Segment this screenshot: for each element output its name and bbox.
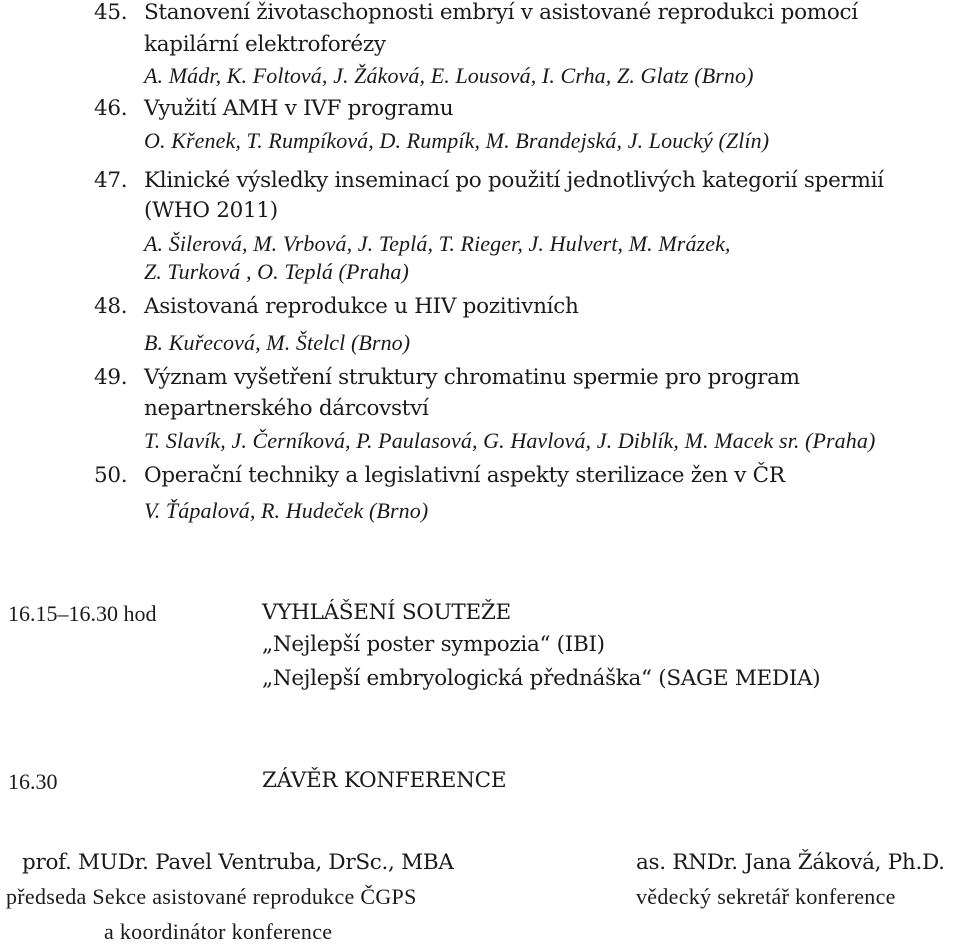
signatory-right-name: as. RNDr. Jana Žáková, Ph.D.	[636, 850, 945, 875]
closing-heading: ZÁVĚR KONFERENCE	[262, 768, 507, 793]
awards-heading: VYHLÁŠENÍ SOUTEŽE	[262, 600, 511, 625]
signatory-left-role: a koordinátor konference	[104, 919, 333, 944]
title-line: kapilární elektroforézy	[144, 32, 386, 57]
authors-line: V. Ťápalová, R. Hudeček (Brno)	[144, 498, 429, 523]
authors-line: A. Mádr, K. Foltová, J. Žáková, E. Lousová, I. Crha, Z. Glatz (Brno)	[144, 63, 754, 88]
program-item-title	[94, 98, 453, 120]
program-item-title	[94, 170, 884, 192]
authors-line: B. Kuřecová, M. Štelcl (Brno)	[144, 330, 411, 355]
authors-line: A. Šilerová, M. Vrbová, J. Teplá, T. Rieger, J. Hulvert, M. Mrázek,	[144, 231, 731, 256]
closing-time: 16.30	[8, 769, 58, 794]
item-number: 49.	[94, 365, 128, 390]
item-number: 47.	[94, 168, 128, 193]
item-number: 48.	[94, 294, 128, 319]
title-line: Klinické výsledky inseminací po použití jednotlivých kategorií spermií	[144, 168, 884, 193]
title-line: nepartnerského dárcovství	[144, 396, 429, 421]
award-item: „Nejlepší embryologická přednáška“ (SAGE MEDIA)	[262, 666, 821, 691]
program-item-title	[94, 2, 858, 24]
item-number: 46.	[94, 96, 128, 121]
signatory-left-name: prof. MUDr. Pavel Ventruba, DrSc., MBA	[22, 850, 454, 875]
authors-line: Z. Turková , O. Teplá (Praha)	[144, 259, 409, 284]
title-line: Operační techniky a legislativní aspekty sterilizace žen v ČR	[144, 463, 785, 488]
title-line: Stanovení životaschopnosti embryí v asistované reprodukci pomocí	[144, 0, 858, 25]
award-item: „Nejlepší poster sympozia“ (IBI)	[262, 632, 605, 657]
signatory-right-role: vědecký sekretář konference	[636, 884, 896, 909]
program-item-title	[94, 296, 579, 318]
authors-line: O. Křenek, T. Rumpíková, D. Rumpík, M. Brandejská, J. Loucký (Zlín)	[144, 128, 770, 153]
title-line: Asistovaná reprodukce u HIV pozitivních	[144, 294, 579, 319]
program-item-title	[94, 367, 800, 389]
title-line: Význam vyšetření struktury chromatinu spermie pro program	[144, 365, 800, 390]
item-number: 45.	[94, 0, 128, 25]
title-line: (WHO 2011)	[144, 198, 278, 223]
signatory-left-role: předseda Sekce asistované reprodukce ČGPS	[6, 884, 417, 909]
title-line: Využití AMH v IVF programu	[144, 96, 454, 121]
program-item-title	[94, 465, 785, 487]
authors-line: T. Slavík, J. Černíková, P. Paulasová, G. Havlová, J. Diblík, M. Macek sr. (Praha)	[144, 428, 876, 453]
awards-time: 16.15–16.30 hod	[8, 601, 157, 626]
item-number: 50.	[94, 463, 128, 488]
